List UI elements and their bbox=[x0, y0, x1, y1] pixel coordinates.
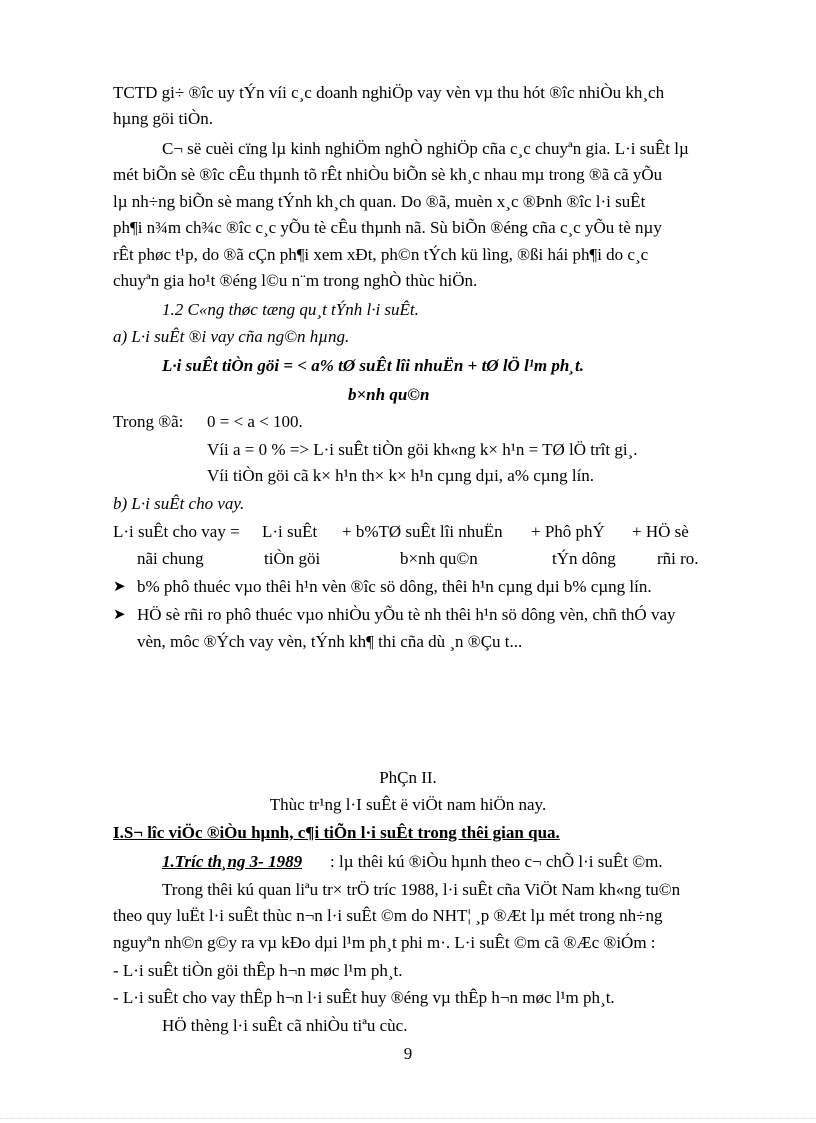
paragraph-line: TCTD gi÷ ®îc uy tÝn víi c¸c doanh nghiÖp vay vèn vµ thu hót ®îc nhiÒu kh¸ch bbox=[113, 83, 665, 102]
bullet-text: vèn, môc ®Ých vay vèn, tÝnh kh¶ thi cña dù ¸n ®Çu t... bbox=[137, 632, 523, 651]
paragraph-line: lµ nh÷ng biÕn sè mang tÝnh kh¸ch quan. Do ®ã, muèn x¸c ®Þnh ®îc l·i suÊt bbox=[113, 192, 646, 211]
formula-subscript: b×nh qu©n bbox=[348, 385, 430, 404]
formula-term: + b%TØ suÊt lîi nhuËn bbox=[342, 522, 503, 541]
subsection-heading: a) L·i suÊt ®i vay cña ng©n hµng. bbox=[113, 327, 350, 346]
formula-term: L·i suÊt bbox=[262, 522, 318, 541]
period-description: : lµ thêi kú ®iÒu hµnh theo c¬ chÕ l·i suÊt ©m. bbox=[330, 852, 663, 871]
formula-subterm: tÝn dông bbox=[552, 549, 616, 568]
formula-term: + Phô phÝ bbox=[531, 522, 605, 541]
list-item: - L·i suÊt cho vay thÊp h¬n l·i suÊt huy ®éng vµ thÊp h¬n møc l¹m ph¸t. bbox=[113, 988, 615, 1007]
formula-term: + HÖ sè bbox=[632, 522, 689, 541]
paragraph-line: hµng göi tiÒn. bbox=[113, 109, 213, 128]
section-heading: I.S¬ lîc viÖc ®iÒu hµnh, c¶i tiÕn l·i suÊt trong thêi gian qua. bbox=[113, 823, 560, 842]
formula-term: L·i suÊt cho vay = bbox=[113, 522, 240, 541]
page-border bbox=[0, 1118, 816, 1119]
paragraph-line: ph¶i n¾m ch¾c ®îc c¸c yÕu tè cÊu thµnh nã. Sù biÕn ®éng cña c¸c yÕu tè nµy bbox=[113, 218, 662, 237]
part-title: Thùc tr¹ng l·I suÊt ë viÖt nam hiÖn nay. bbox=[269, 795, 547, 814]
paragraph-line: nguyªn nh©n g©y ra vµ kÐo dµi l¹m ph¸t phi m·. L·i suÊt ©m cã ®Æc ®iÓm : bbox=[113, 933, 656, 952]
condition-text: 0 = < a < 100. bbox=[207, 412, 303, 431]
paragraph-line: C¬ së cuèi cïng lµ kinh nghiÖm nghÒ nghiÖp cña c¸c chuyªn gia. L·i suÊt lµ bbox=[162, 139, 689, 158]
paragraph-line: HÖ thèng l·i suÊt cã nhiÒu tiªu cùc. bbox=[162, 1016, 408, 1035]
formula-subterm: tiÒn göi bbox=[264, 549, 321, 568]
paragraph-line: rÊt phøc t¹p, do ®ã cÇn ph¶i xem xÐt, ph©n tÝch kü lìng, ®ßi hái ph¶i do c¸c bbox=[113, 245, 649, 264]
section-heading: 1.2 C«ng thøc tæng qu¸t tÝnh l·i suÊt. bbox=[162, 300, 419, 319]
part-heading: PhÇn II. bbox=[379, 768, 437, 787]
paragraph-line: mét biÕn sè ®îc cÊu thµnh tõ rÊt nhiÒu biÕn sè kh¸c nhau mµ trong ®ã cã yÕu bbox=[113, 165, 663, 184]
subsection-heading: b) L·i suÊt cho vay. bbox=[113, 494, 245, 513]
bullet-text: HÖ sè rñi ro phô thuéc vµo nhiÒu yÕu tè nh thêi h¹n sö dông vèn, chñ thÓ vay bbox=[137, 605, 676, 624]
paragraph-line: Trong thêi kú quan liªu tr× trÖ tríc 1988, l·i suÊt cña ViÖt Nam kh«ng tu©n bbox=[162, 880, 681, 899]
list-item: - L·i suÊt tiÒn göi thÊp h¬n møc l¹m ph¸t. bbox=[113, 961, 403, 980]
formula-subterm: b×nh qu©n bbox=[400, 549, 478, 568]
arrow-bullet-icon: ➤ bbox=[113, 607, 126, 623]
condition-line: Víi tiÒn göi cã k× h¹n th× k× h¹n cµng dµi, a% cµng lín. bbox=[207, 466, 595, 485]
formula-subterm: nãi chung bbox=[137, 549, 204, 568]
formula-line: L·i suÊt tiÒn göi = < a% tØ suÊt lîi nhuËn + tØ lÖ l¹m ph¸t. bbox=[162, 356, 584, 375]
condition-line: Víi a = 0 % => L·i suÊt tiÒn göi kh«ng k× h¹n = TØ lÖ trît gi¸. bbox=[207, 440, 638, 459]
arrow-bullet-icon: ➤ bbox=[113, 579, 126, 595]
page-number: 9 bbox=[403, 1044, 413, 1063]
trong-label: Trong ®ã: bbox=[113, 412, 184, 431]
paragraph-line: chuyªn gia ho¹t ®éng l©u n¨m trong nghÒ thùc hiÖn. bbox=[113, 271, 478, 290]
paragraph-line: theo quy luËt l·i suÊt thùc n¬n l·i suÊt ©m do NHT¦ ¸p ®Æt lµ mét trong nh÷ng bbox=[113, 906, 663, 925]
formula-subterm: rñi ro. bbox=[657, 549, 699, 568]
bullet-text: b% phô thuéc vµo thêi h¹n vèn ®îc sö dông, thêi h¹n cµng dµi b% cµng lín. bbox=[137, 577, 652, 596]
period-heading: 1.Tríc th¸ng 3- 1989 bbox=[162, 852, 303, 871]
